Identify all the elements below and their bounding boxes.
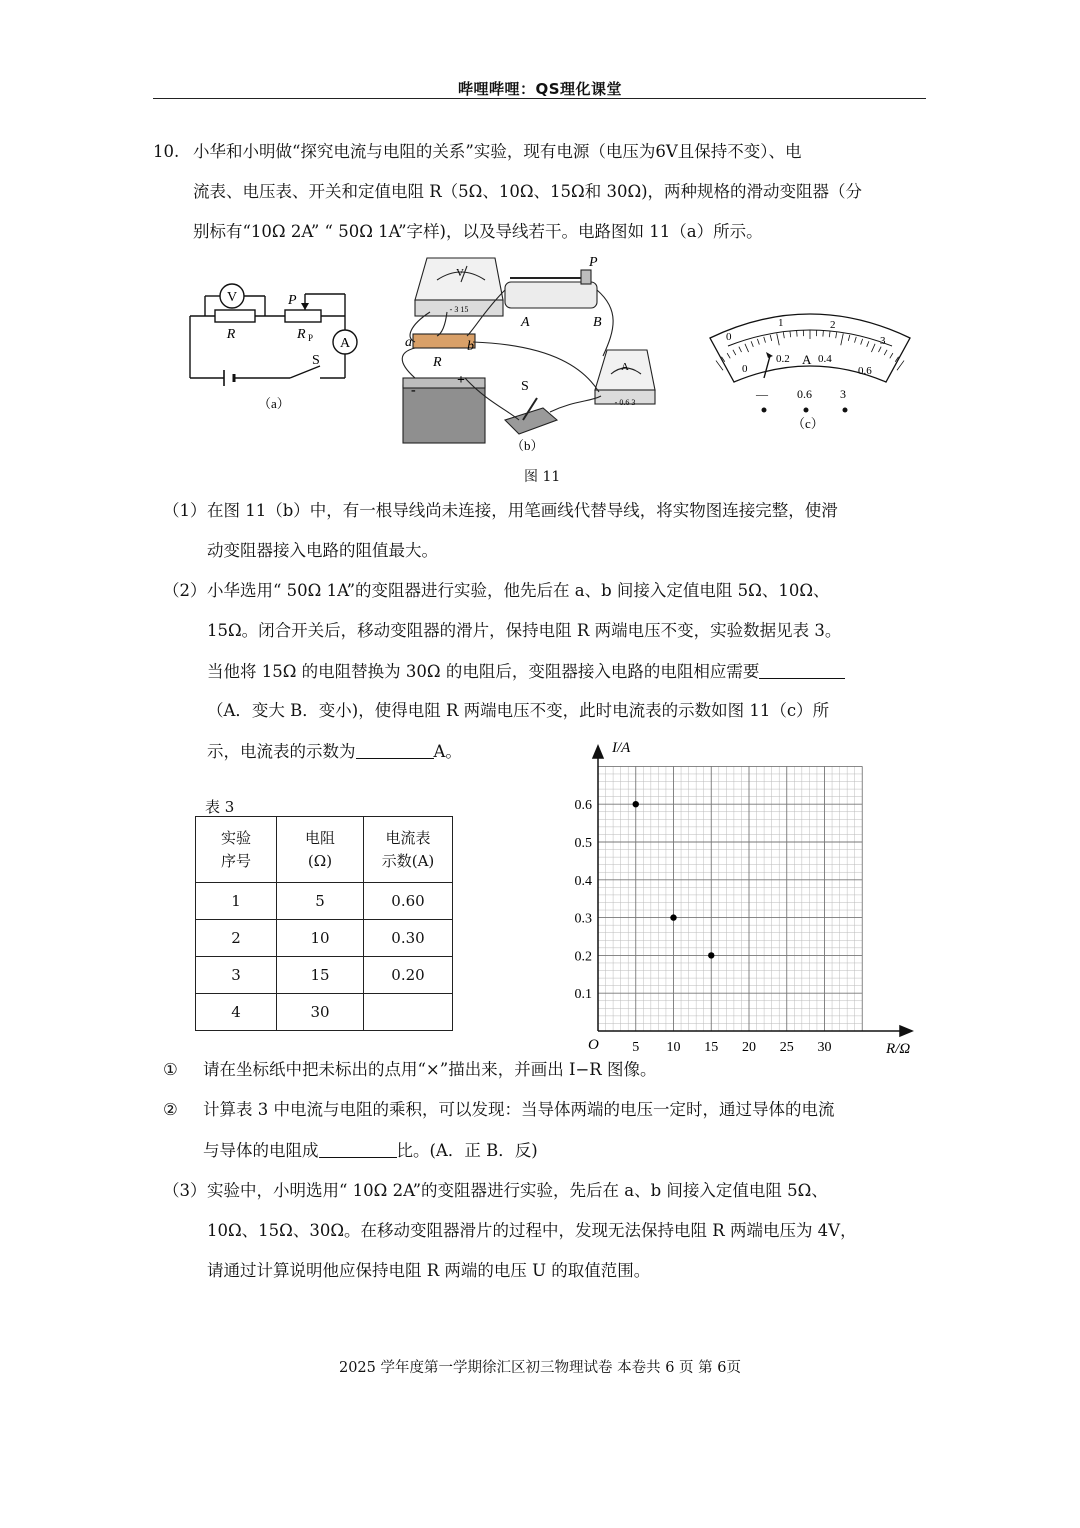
header-trial [196,817,277,883]
x-tick-label: 15 [704,1040,719,1055]
data-point [633,801,639,807]
dial-tick [757,339,759,345]
rheostat-subscript: P [308,333,314,343]
dial-tick [733,350,736,355]
part-3-line-2: 10Ω、15Ω、30Ω。在移动变阻器滑片的过程中，发现无法保持电阻 R 两端电压为 4V， [207,1221,857,1240]
dial-tick [745,344,749,352]
y-tick-label: 0.3 [574,911,592,927]
dial-tick [884,350,887,355]
origin-label: O [588,1037,599,1053]
dial-tick [836,332,837,338]
header-resistance [277,817,364,883]
table-row [196,883,453,920]
slider-label: P [288,293,297,308]
sub-2-line-1: 计算表 3 中电流与电阻的乘积，可以发现：当导体两端的电压一定时，通过导体的电流 [203,1100,835,1119]
terminal-0-6: 0.6 [797,387,812,401]
cell-trial: 2 [196,920,277,957]
dial-tick [878,347,881,352]
y-axis-arrow [593,746,603,758]
sub-2-label: ② [163,1100,178,1119]
figure-caption: 图 11 [524,469,561,485]
bottom-scale-3: 0.6 [858,365,872,377]
header-trial-2: 序号 [220,851,251,870]
resistor-label: R [226,327,236,342]
header-resistance-2: (Ω) [307,851,333,870]
dial-tick [764,337,766,343]
pin-b-label: b [467,339,474,354]
dial-tick [777,333,779,345]
dial-tick [727,353,730,358]
top-scale-0: 0 [726,331,732,343]
bottom-scale-1: 0.2 [776,353,790,365]
terminal-3: 3 [840,387,846,401]
part-3-line-3: 请通过计算说明他应保持电阻 R 两端的电压 U 的取值范围。 [207,1261,651,1280]
part-1-line-1: 在图 11（b）中，有一根导线尚未连接，用笔画线代替导线，将实物图连接完整，使滑 [207,501,838,520]
resistor-device [413,334,475,348]
table-caption: 表 3 [205,798,235,816]
part-2-line-2: 15Ω。闭合开关后，移动变阻器的滑片，保持电阻 R 两端电压不变，实验数据见表 3。 [207,621,842,640]
figure-c-label: （c） [792,416,824,431]
y-tick-label: 0.6 [574,798,592,814]
part-2-line-3 [207,660,845,683]
dial-tick [861,339,863,345]
switch-device [505,408,557,434]
header-current-1: 电流表 [385,828,431,847]
cell-trial: 4 [196,994,277,1031]
dial-tick [823,331,824,337]
cell-current-empty[interactable] [364,994,453,1031]
part-2-line-4: （A．变大 B．变小)，使得电阻 R 两端电压不变，此时电流表的示数如图 11（c）所 [207,701,830,720]
dial-tick [770,335,771,341]
part-1-line-2: 动变阻器接入电路的阻值最大。 [207,541,438,560]
sub-2-line-2 [203,1139,538,1162]
b-voltmeter-label: V [456,267,464,279]
y-tick-label: 0.2 [574,949,592,965]
x-axis-arrow [900,1026,912,1036]
x-tick-label: 30 [817,1040,832,1055]
dial-needle [764,356,770,378]
part-2-line-5-text: 示，电流表的示数为 [207,742,356,761]
figure-b-label: （b） [511,438,544,453]
b-switch-label: S [521,379,529,394]
intro-line-2: 流表、电压表、开关和定值电阻 R（5Ω、10Ω、15Ω和 30Ω)，两种规格的滑动变阻器（分 [193,182,863,201]
sub-2-line-2-text: 与导体的电阻成 [203,1141,319,1160]
dial-tick [855,337,857,343]
sub-2-tail: 比。(A．正 B．反) [396,1141,538,1160]
figure-b-apparatus [385,250,670,456]
figure-a-label: （a） [258,396,290,411]
part-2-label: （2） [163,581,207,600]
y-tick-label: 0.4 [574,873,592,889]
dial-tick [797,331,798,337]
x-tick-label: 5 [632,1040,640,1055]
x-axis-label: R/Ω [886,1041,911,1057]
dial-tick [848,335,849,341]
sub-1-label: ① [163,1060,178,1079]
page-header: 哔哩哔哩：QS理化课堂 [457,80,623,98]
intro-line-3: 别标有“10Ω 2A” “ 50Ω 1A”字样)，以及导线若干。电路图如 11（a）所示。 [193,222,763,241]
dial-tick [783,332,784,338]
data-point [670,914,676,920]
header-rule [153,98,926,99]
dial-tick [739,347,742,352]
part-2-line-5 [207,740,462,763]
data-point [708,952,714,958]
rheostat-label: R [297,327,306,342]
b-resistor-label: R [433,355,442,370]
table-row [196,994,453,1031]
bottom-scale-0: 0 [742,363,748,375]
dial-tick [897,361,904,371]
data-table [195,816,453,1031]
cell-trial: 1 [196,883,277,920]
dial-tick [790,331,791,337]
ammeter-label: A [339,336,351,351]
resistor-r-symbol [215,310,255,322]
answer-blank-proportion[interactable] [319,1139,397,1158]
part-2-unit: A。 [433,742,462,761]
pin-a-label: a [405,335,412,350]
sub-1-text: 请在坐标纸中把未标出的点用“×”描出来，并画出 I−R 图像。 [203,1060,657,1079]
dial-tick [751,341,753,347]
x-tick-label: 10 [666,1040,681,1055]
part-1-label: （1） [163,501,207,520]
rheostat-symbol [285,310,321,322]
header-resistance-1: 电阻 [304,828,335,847]
dial-tick [871,344,875,352]
terminal-minus: — [756,387,768,401]
part-3-label: （3） [163,1181,207,1200]
part-2-line-3-text: 当他将 15Ω 的电阻替换为 30Ω 的电阻后，变阻器接入电路的电阻相应需要 [207,662,760,681]
dial-unit: A [802,352,812,367]
header-current [364,817,453,883]
dial-face [710,314,910,382]
cell-resistance: 15 [277,957,364,994]
figure-c-ammeter-dial [700,300,920,435]
cell-resistance: 30 [277,994,364,1031]
y-axis-label: I/A [612,740,631,756]
dial-tick [890,353,893,358]
header-trial-1: 实验 [220,828,251,847]
battery-minus: - [411,383,416,398]
rheostat-device [505,282,597,308]
cell-current: 0.30 [364,920,453,957]
figure-a-circuit [180,278,370,418]
rheostat-slider-p: P [589,255,598,270]
dial-tick [867,341,869,347]
cell-resistance: 10 [277,920,364,957]
table-row [196,957,453,994]
top-scale-2: 2 [830,319,836,331]
cell-trial: 3 [196,957,277,994]
y-tick-label: 0.5 [574,836,592,851]
voltmeter-device [415,258,503,300]
table-row [196,920,453,957]
b-ammeter-label: A [621,361,629,373]
part-2-line-1: 小华选用“ 50Ω 1A”的变阻器进行实验，他先后在 a、b 间接入定值电阻 5Ω、10Ω、 [207,581,830,600]
question-number: 10. [153,142,180,161]
rheostat-terminal-a: A [521,315,530,330]
rheostat-terminal-b: B [593,315,602,330]
part-3-line-1: 实验中，小明选用“ 10Ω 2A”的变阻器进行实验，先后在 a、b 间接入定值电阻 5Ω、 [207,1181,828,1200]
bottom-scale-2: 0.4 [818,353,832,365]
cell-resistance: 5 [277,883,364,920]
y-tick-label: 0.1 [574,987,592,1003]
cell-current: 0.60 [364,883,453,920]
x-tick-label: 25 [779,1040,794,1055]
voltmeter-label: V [226,290,238,305]
answer-blank-ammeter-reading[interactable] [356,740,434,759]
top-scale-1: 1 [778,317,784,329]
i-r-graph[interactable] [560,733,930,1063]
answer-blank-resistance-change[interactable] [759,660,845,679]
b-ammeter-terminals: - 0.6 3 [614,398,636,407]
top-scale-3: 3 [880,335,886,347]
battery-plus: + [457,373,465,388]
switch-label: S [312,353,320,368]
intro-line-1: 小华和小明做“探究电流与电阻的关系”实验，现有电源（电压为6V且保持不变）、电 [193,142,802,161]
dial-tick [841,333,843,345]
dial-tick [829,331,830,337]
dial-tick [716,361,723,371]
header-current-2: 示数(A) [381,851,435,870]
x-tick-label: 20 [742,1040,756,1055]
cell-current: 0.20 [364,957,453,994]
table-header-row [196,817,453,883]
b-voltmeter-terminals: - 3 15 [449,305,469,314]
page-footer: 2025 学年度第一学期徐汇区初三物理试卷 本卷共 6 页 第 6页 [338,1360,741,1376]
